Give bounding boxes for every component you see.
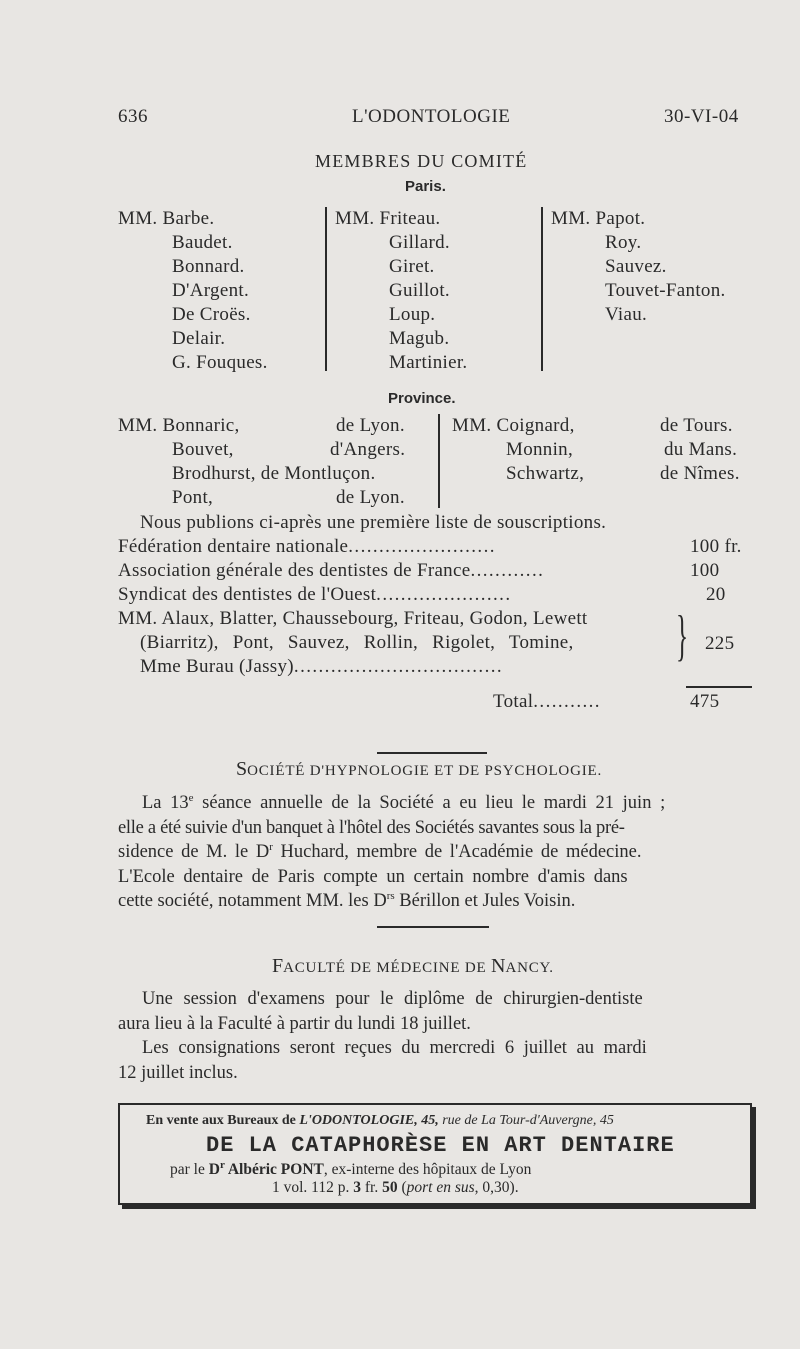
title-rest: OCIÉTÉ D'HYPNOLOGIE ET DE PSYCHOLOGIE.: [247, 763, 603, 779]
nancy-title: [272, 955, 554, 978]
member-name: Bouvet,: [172, 439, 234, 460]
member-name: Delair.: [172, 328, 226, 349]
member-city: de Tours.: [660, 415, 733, 436]
title-initial: F: [272, 955, 284, 977]
member-name: Monnin,: [506, 439, 574, 460]
column-divider: [438, 414, 440, 508]
member-city: d'Angers.: [330, 439, 406, 460]
subscription-row: [118, 583, 511, 607]
member-name: MM. Friteau.: [335, 208, 441, 229]
title-rest: ANCY.: [505, 960, 554, 976]
member-name: Touvet-Fanton.: [605, 280, 726, 301]
group-amount: 225: [705, 633, 735, 654]
subscription-label: Syndicat des dentistes de l'Ouest: [118, 584, 377, 605]
member-name: MM. Barbe.: [118, 208, 215, 229]
member-name: G. Fouques.: [172, 352, 268, 373]
paragraph-line: La 13e séance annuelle de la Société a eu lieu le mardi 21 juin ;: [142, 791, 666, 813]
member-name: Guillot.: [389, 280, 450, 301]
subscription-amount: 100: [690, 560, 720, 581]
group-line-text: Mme Burau (Jassy): [140, 656, 294, 677]
leader-dots: ............: [470, 560, 545, 581]
member-name: Bonnard.: [172, 256, 245, 277]
member-name: Pont,: [172, 487, 214, 508]
member-name: D'Argent.: [172, 280, 250, 301]
province-left-column: [118, 414, 428, 510]
paragraph-line: Les consignations seront reçues du mercredi 6 juillet au mardi: [142, 1038, 647, 1058]
member-name: De Croës.: [172, 304, 251, 325]
province-heading: Province.: [388, 390, 456, 407]
province-right-column: [452, 414, 752, 486]
paragraph-line: 12 juillet inclus.: [118, 1062, 238, 1083]
paragraph-line: sidence de M. le $D^r$ Huchard, membre de l'Académie de médecine.: [118, 840, 642, 862]
subscription-row: [118, 535, 496, 559]
member-name: MM. Bonnaric,: [118, 415, 240, 436]
section-divider: [377, 926, 489, 928]
member-name: Gillard.: [389, 232, 450, 253]
leader-dots: ..................................: [293, 656, 504, 677]
paris-heading: Paris.: [405, 178, 446, 195]
leader-dots: ........................: [348, 536, 496, 557]
paragraph-line: aura lieu à la Faculté à partir du lundi 18 juillet.: [118, 1013, 471, 1034]
hypnologie-title: [236, 758, 602, 781]
group-line: [140, 655, 503, 679]
total-label: Total: [493, 691, 534, 712]
section-divider: [377, 752, 487, 754]
total-row: [493, 690, 601, 714]
paris-column-3: [551, 207, 726, 327]
advertisement-box: [118, 1103, 752, 1205]
brace-glyph: }: [676, 605, 689, 667]
advert-line: 1 vol. 112 p. 3 fr. 50 (port en sus, 0,30).: [272, 1179, 519, 1196]
member-name: Viau.: [605, 304, 648, 325]
subscriptions-intro: Nous publions ci-après une première liste de souscriptions.: [140, 512, 607, 533]
leader-dots: ...........: [533, 691, 601, 712]
group-line: (Biarritz), Pont, Sauvez, Rollin, Rigolet, Tomine,: [140, 632, 574, 653]
subscription-amount: 20: [706, 584, 726, 605]
issue-date: 30-VI-04: [664, 106, 739, 127]
member-city: de Nîmes.: [660, 463, 740, 484]
member-name: Schwartz,: [506, 463, 585, 484]
paris-column-2: [335, 207, 467, 375]
member-city: de Lyon.: [336, 487, 405, 508]
group-line: MM. Alaux, Blatter, Chaussebourg, Friteau, Godon, Lewett: [118, 608, 588, 629]
subscription-row: [118, 559, 544, 583]
title-rest: ACULTÉ DE MÉDECINE DE: [283, 960, 491, 976]
hypnologie-paragraph: [118, 791, 754, 914]
member-city: du Mans.: [664, 439, 738, 460]
title-initial: N: [491, 955, 506, 977]
member-name: Sauvez.: [605, 256, 667, 277]
subscription-amount: 100 fr.: [690, 536, 742, 557]
leader-dots: ......................: [376, 584, 512, 605]
paris-column-1: [118, 207, 268, 375]
total-rule: [686, 686, 752, 688]
paragraph-line: cette société, notamment MM. les $D^{rs}$ Bérillon et Jules Voisin.: [118, 889, 576, 911]
running-title: L'ODONTOLOGIE: [352, 106, 511, 127]
member-city: de Lyon.: [336, 415, 405, 436]
member-name: Giret.: [389, 256, 435, 277]
member-name: Brodhurst, de Montluçon.: [172, 463, 376, 484]
advert-line: En vente aux Bureaux de L'ODONTOLOGIE, 45, rue de La Tour-d'Auvergne, 45: [146, 1113, 614, 1128]
page-number: 636: [118, 106, 148, 127]
total-amount: 475: [690, 691, 720, 712]
advert-title: DE LA CATAPHORÈSE EN ART DENTAIRE: [206, 1133, 675, 1158]
member-name: Loup.: [389, 304, 436, 325]
title-initial: S: [236, 758, 248, 780]
member-name: MM. Coignard,: [452, 415, 575, 436]
column-divider: [541, 207, 543, 371]
column-divider: [325, 207, 327, 371]
advert-line: par le $D^r$ Albéric PONT, ex-interne des hôpitaux de Lyon: [170, 1158, 532, 1178]
nancy-paragraph: [118, 987, 754, 1085]
committee-title: MEMBRES DU COMITÉ: [315, 151, 528, 171]
paragraph-line: elle a été suivie d'un banquet à l'hôtel des Sociétés savantes sous la pré-: [118, 817, 625, 838]
member-name: Baudet.: [172, 232, 233, 253]
subscription-label: Fédération dentaire nationale: [118, 536, 349, 557]
member-name: Magub.: [389, 328, 450, 349]
paragraph-line: Une session d'examens pour le diplôme de chirurgien-dentiste: [142, 989, 643, 1009]
member-name: Roy.: [605, 232, 642, 253]
member-name: MM. Papot.: [551, 208, 646, 229]
member-name: Martinier.: [389, 352, 468, 373]
subscription-label: Association générale des dentistes de France: [118, 560, 471, 581]
paragraph-line: L'Ecole dentaire de Paris compte un certain nombre d'amis dans: [118, 866, 628, 887]
